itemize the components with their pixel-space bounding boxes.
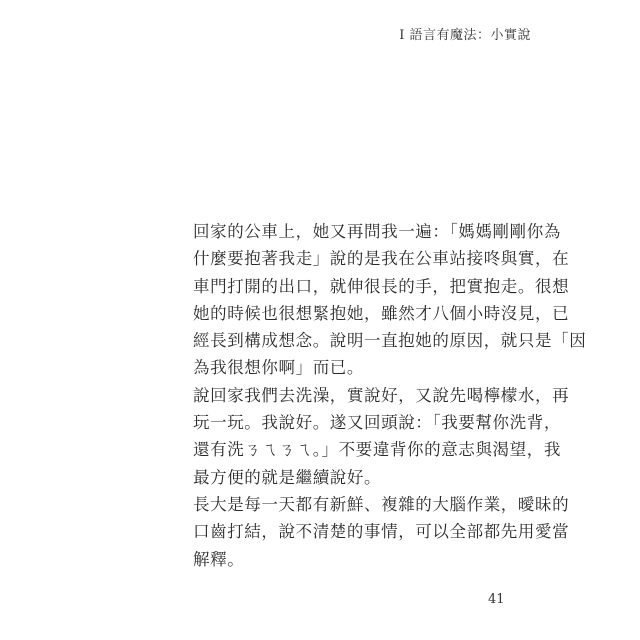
text-line: 口齒打結，說不清楚的事情，可以全部都先用愛當: [193, 522, 570, 542]
running-head: I 語言有魔法：小實說: [399, 28, 531, 43]
text-line: 什麼要抱著我走」說的是我在公車站接咚與實，在: [193, 249, 570, 269]
text-line: 她的時候也很想緊抱她，雖然才八個小時沒見，已: [193, 303, 570, 323]
text-line: 回家的公車上，她又再問我一遍：「媽媽剛剛你為: [193, 222, 561, 241]
text-line: 說回家我們去洗澡，實說好，又說先喝檸檬水，再: [193, 385, 570, 405]
text-line: 為我很想你啊」而已。: [193, 358, 364, 378]
text-line: 最方便的就是繼續說好。: [193, 467, 382, 487]
text-line: 經長到構成想念。說明一直抱她的原因，就只是「因: [193, 331, 587, 351]
text-line: 解釋。: [193, 549, 245, 569]
text-line: 還有洗ㄋㄟㄋㄟ。」不要違背你的意志與渴望，我: [193, 440, 561, 460]
body-text: [193, 218, 587, 573]
text-line: 長大是每一天都有新鮮、複雜的大腦作業，曖昧的: [193, 494, 570, 514]
text-line: 玩一玩。我說好。遂又回頭說：「我要幫你洗背，: [193, 413, 561, 433]
text-line: 車門打開的出口，就伸很長的手，把實抱走。很想: [193, 276, 570, 296]
page-number: 41: [488, 592, 505, 607]
